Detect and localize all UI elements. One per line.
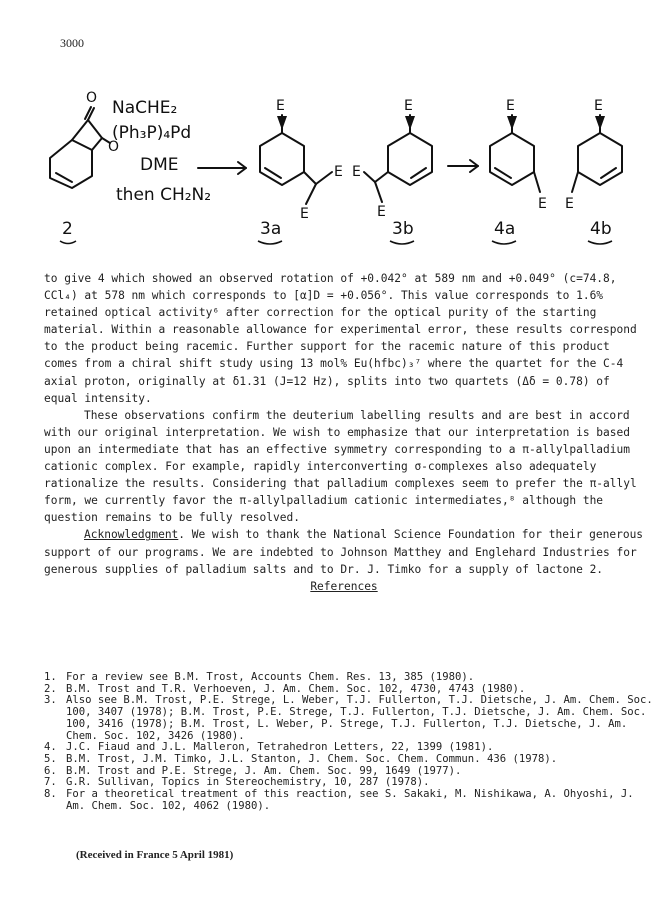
paragraph-1: to give 4 which showed an observed rotation of +0.042° at 589 nm and +0.049° (c=74.8, CCl₄) at 578 nm which corresponds to [α]D = +0.056°. This value corresponds to 1.6% retained optical activity⁶ after correction for the optical purity of the starting material. Within a reasonable allowance for experimental error, these results correspond to the product being racemic. Further support for the racemic nature of this product comes from a chiral shift study using 13 mol% Eu(hfbc)₃⁷ where the quartet for the C-4 axial proton, originally at δ1.31 (J=12 Hz), splits into two quartets (Δδ = 0.78) of equal intensity.	[44, 272, 637, 405]
compound-label-3b: 3b	[392, 219, 414, 239]
reference-item: 2. B.M. Trost and T.R. Verhoeven, J. Am. Chem. Soc. 102, 4730, 4743 (1980).	[44, 682, 526, 695]
compound-label-2: 2	[62, 219, 73, 239]
atom-e: E	[594, 98, 603, 114]
reference-item: 4. J.C. Fiaud and J.L. Malleron, Tetrahedron Letters, 22, 1399 (1981).	[44, 741, 494, 754]
atom-e: E	[352, 164, 361, 180]
compound-label-4b: 4b	[590, 219, 612, 239]
reference-item: 3. Also see B.M. Trost, P.E. Strege, L. Weber, T.J. Fullerton, T.J. Dietsche, J. Am. Chem. Soc. 100, 3407 (1978); B.M. Trost, P.E. Strege, T.J. Fullerton, T.J. Dietsche, J. Am. Chem. Soc. 100, 3416 (1978); B.M. Trost, L. Weber, P. Strege, T.J. Fullerton, T.J. Dietsche, J. Am. Chem. Soc. 102, 3426 (1980).	[44, 694, 653, 742]
atom-e: E	[538, 196, 547, 212]
label-underline	[60, 241, 76, 244]
compound-3a-structure	[260, 115, 332, 204]
label-underline	[492, 241, 516, 244]
compound-label-4a: 4a	[494, 219, 516, 239]
atom-o-ring: O	[108, 139, 120, 155]
reference-item: 6. B.M. Trost and P.E. Strege, J. Am. Chem. Soc. 99, 1649 (1977).	[44, 764, 462, 777]
compound-2-structure	[50, 107, 110, 188]
atom-o-carbonyl: O	[86, 90, 98, 106]
atom-e: E	[300, 206, 309, 222]
label-underline	[390, 241, 414, 244]
atom-e: E	[565, 196, 574, 212]
reagent-line-1: NaCHE₂	[112, 98, 178, 118]
reagent-line-3: DME	[140, 155, 179, 175]
reaction-scheme	[20, 88, 650, 263]
references-title: References	[310, 579, 378, 593]
atom-e: E	[377, 204, 386, 220]
reagent-line-4: then CH₂N₂	[116, 185, 212, 205]
body-text	[44, 270, 644, 595]
atom-e: E	[506, 98, 515, 114]
label-underline	[588, 241, 612, 244]
atom-e: E	[276, 98, 285, 114]
compound-3b-structure	[364, 115, 432, 202]
paragraph-2: These observations confirm the deuterium labelling results and are best in accord with our original interpretation. We wish to emphasize that our interpretation is based upon an intermediate that has an effective symmetry corresponding to a π-allylpalladium cationic complex. For example, rapidly interconverting σ-complexes also adequately rationalize the results. Considering that palladium complexes seem to prefer the π-allyl form, we currently favor the π-allylpalladium cationic intermediates,⁸ although the question remains to be fully resolved.	[44, 408, 637, 525]
compound-label-3a: 3a	[260, 219, 282, 239]
label-underline	[258, 241, 282, 244]
received-date: (Received in France 5 April 1981)	[76, 849, 234, 861]
compound-4a-structure	[490, 115, 540, 192]
acknowledgment	[44, 526, 644, 577]
atom-e: E	[404, 98, 413, 114]
reference-item: 8. For a theoretical treatment of this reaction, see S. Sakaki, M. Nishikawa, A. Ohyoshi, J. Am. Chem. Soc. 102, 4062 (1980).	[44, 788, 634, 812]
reference-item: 1. For a review see B.M. Trost, Accounts Chem. Res. 13, 385 (1980).	[44, 671, 475, 683]
acknowledgment-heading: Acknowledgment	[84, 528, 179, 542]
reference-item: 5. B.M. Trost, J.M. Timko, J.L. Stanton, J. Chem. Soc. Chem. Commun. 436 (1978).	[44, 752, 558, 765]
references-list	[44, 672, 654, 812]
compound-4b-structure	[572, 115, 622, 192]
acknowledgment-text: . We wish to thank the National Science Foundation for their generous support of our programs. We are indebted to Johnson Matthey and Englehard Industries for generous supplies of palladium salts and to Dr. J. Timko for a supply of lactone 2.	[44, 528, 644, 576]
reagent-line-2: (Ph₃P)₄Pd	[112, 123, 192, 143]
atom-e: E	[334, 164, 343, 180]
reference-item: 7. G.R. Sullivan, Topics in Stereochemistry, 10, 287 (1978).	[44, 776, 430, 789]
page-number: 3000	[60, 36, 84, 50]
